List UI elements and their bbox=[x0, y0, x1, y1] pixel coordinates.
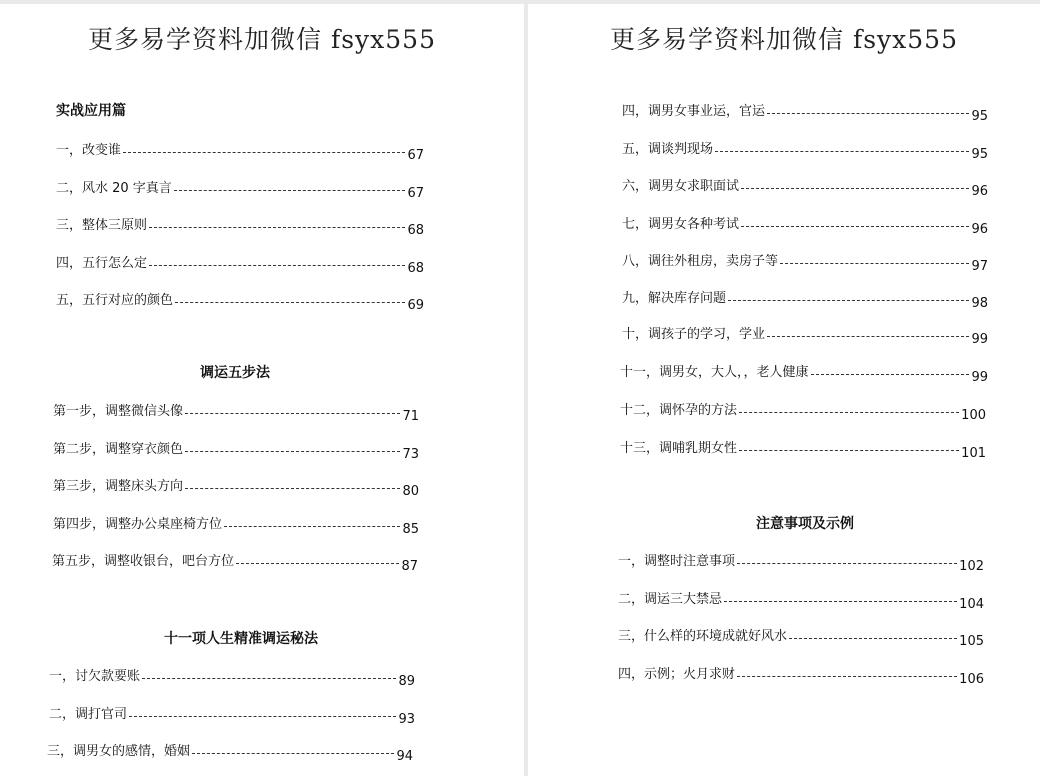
toc-entry[interactable] bbox=[56, 140, 424, 163]
toc-entry[interactable] bbox=[618, 589, 984, 612]
toc-entry[interactable] bbox=[618, 664, 984, 687]
dot-leader bbox=[185, 413, 400, 414]
toc-entry[interactable] bbox=[622, 288, 988, 311]
toc-entry[interactable] bbox=[618, 626, 984, 649]
toc-entry-page: 99 bbox=[971, 332, 988, 347]
dot-leader bbox=[739, 450, 959, 451]
toc-entry-label: 十一，调男女，大人，，老人健康 bbox=[620, 365, 809, 380]
toc-entry-label: 三，调男女的感情，婚姻 bbox=[47, 744, 191, 759]
dot-leader bbox=[728, 300, 969, 301]
dot-leader bbox=[224, 526, 400, 527]
toc-entry-label: 三，什么样的环境成就好风水 bbox=[618, 629, 788, 644]
toc-entry-page: 96 bbox=[971, 184, 988, 199]
toc-entry[interactable] bbox=[620, 362, 988, 385]
toc-entry-label: 二，调打官司 bbox=[49, 707, 128, 722]
toc-entry-page: 99 bbox=[971, 370, 988, 385]
toc-entry-label: 二，风水 20 字真言 bbox=[56, 181, 172, 196]
section-title: 实战应用篇 bbox=[56, 103, 126, 119]
toc-entry[interactable] bbox=[53, 439, 419, 462]
toc-entry[interactable] bbox=[56, 215, 424, 238]
toc-entry-label: 第四步，调整办公桌座椅方位 bbox=[53, 517, 223, 532]
toc-entry-page: 101 bbox=[961, 446, 986, 461]
toc-entry-label: 八，调往外租房，卖房子等 bbox=[622, 254, 779, 269]
toc-entry[interactable] bbox=[56, 290, 424, 313]
toc-entry-page: 68 bbox=[407, 223, 424, 238]
toc-entry-label: 二，调运三大禁忌 bbox=[618, 592, 723, 607]
section-title: 调运五步法 bbox=[200, 365, 270, 381]
dot-leader bbox=[185, 451, 400, 452]
toc-entry-page: 104 bbox=[959, 597, 984, 612]
section-title: 十一项人生精准调运秘法 bbox=[164, 631, 318, 647]
toc-entry[interactable] bbox=[622, 214, 988, 237]
dot-leader bbox=[142, 678, 396, 679]
toc-entry-label: 第二步，调整穿衣颜色 bbox=[53, 442, 184, 457]
dot-leader bbox=[811, 374, 970, 375]
toc-entry-page: 100 bbox=[961, 408, 986, 423]
toc-entry-label: 三，整体三原则 bbox=[56, 218, 148, 233]
toc-entry[interactable] bbox=[56, 178, 424, 201]
toc-entry-page: 87 bbox=[401, 559, 418, 574]
toc-entry[interactable] bbox=[622, 251, 988, 274]
toc-entry-page: 102 bbox=[959, 559, 984, 574]
toc-entry[interactable] bbox=[622, 324, 988, 347]
dot-leader bbox=[737, 676, 957, 677]
toc-entry-label: 四，示例；火月求财 bbox=[618, 667, 736, 682]
dot-leader bbox=[192, 753, 394, 754]
dot-leader bbox=[129, 716, 396, 717]
dot-leader bbox=[236, 563, 399, 564]
toc-entry-label: 十二，调怀孕的方法 bbox=[620, 403, 738, 418]
dot-leader bbox=[741, 188, 969, 189]
dot-leader bbox=[737, 563, 957, 564]
toc-entry-label: 五，调谈判现场 bbox=[622, 142, 714, 157]
toc-entry-page: 89 bbox=[398, 674, 415, 689]
section-title: 注意事项及示例 bbox=[756, 516, 854, 532]
toc-entry-label: 第三步，调整床头方向 bbox=[53, 479, 184, 494]
toc-entry-page: 94 bbox=[396, 749, 413, 764]
toc-entry-page: 93 bbox=[398, 712, 415, 727]
toc-entry-label: 十，调孩子的学习，学业 bbox=[622, 327, 766, 342]
toc-entry[interactable] bbox=[622, 176, 988, 199]
toc-entry-page: 95 bbox=[971, 147, 988, 162]
toc-entry-page: 67 bbox=[407, 186, 424, 201]
toc-entry-page: 67 bbox=[407, 148, 424, 163]
toc-entry[interactable] bbox=[49, 704, 415, 727]
toc-entry-page: 71 bbox=[402, 409, 419, 424]
toc-entry-label: 九，解决库存问题 bbox=[622, 291, 727, 306]
toc-entry[interactable] bbox=[49, 666, 415, 689]
page-header: 更多易学资料加微信 fsyx555 bbox=[610, 25, 958, 54]
toc-entry-page: 73 bbox=[402, 447, 419, 462]
dot-leader bbox=[789, 638, 957, 639]
toc-entry-page: 98 bbox=[971, 296, 988, 311]
dot-leader bbox=[175, 302, 405, 303]
dot-leader bbox=[767, 113, 969, 114]
dot-leader bbox=[780, 263, 969, 264]
page-header: 更多易学资料加微信 fsyx555 bbox=[88, 25, 436, 54]
toc-entry[interactable] bbox=[618, 551, 984, 574]
dot-leader bbox=[724, 601, 957, 602]
toc-entry[interactable] bbox=[53, 514, 419, 537]
toc-entry-page: 69 bbox=[407, 298, 424, 313]
toc-entry[interactable] bbox=[53, 476, 419, 499]
toc-entry-page: 106 bbox=[959, 672, 984, 687]
toc-entry[interactable] bbox=[56, 253, 424, 276]
toc-entry-label: 第五步，调整收银台，吧台方位 bbox=[52, 554, 235, 569]
dot-leader bbox=[715, 151, 969, 152]
toc-entry[interactable] bbox=[620, 438, 986, 461]
left-page bbox=[0, 4, 524, 776]
toc-entry-label: 一，改变谁 bbox=[56, 143, 122, 158]
dot-leader bbox=[741, 226, 969, 227]
toc-entry[interactable] bbox=[622, 101, 988, 124]
toc-entry-page: 80 bbox=[402, 484, 419, 499]
dot-leader bbox=[174, 190, 406, 191]
toc-entry-page: 97 bbox=[971, 259, 988, 274]
dot-leader bbox=[185, 488, 400, 489]
toc-entry[interactable] bbox=[622, 139, 988, 162]
dot-leader bbox=[123, 152, 405, 153]
dot-leader bbox=[767, 336, 969, 337]
toc-entry-label: 四，调男女事业运，官运 bbox=[622, 104, 766, 119]
toc-entry-label: 一，讨欠款要账 bbox=[49, 669, 141, 684]
right-page bbox=[528, 4, 1040, 776]
toc-entry-label: 五，五行对应的颜色 bbox=[56, 293, 174, 308]
toc-entry-label: 一，调整时注意事项 bbox=[618, 554, 736, 569]
toc-entry-page: 105 bbox=[959, 634, 984, 649]
toc-entry[interactable] bbox=[53, 401, 419, 424]
toc-entry-label: 第一步，调整微信头像 bbox=[53, 404, 184, 419]
toc-entry-page: 95 bbox=[971, 109, 988, 124]
toc-entry-page: 68 bbox=[407, 261, 424, 276]
toc-entry-label: 十三，调哺乳期女性 bbox=[620, 441, 738, 456]
dot-leader bbox=[739, 412, 959, 413]
toc-entry[interactable] bbox=[47, 741, 413, 764]
toc-entry-label: 七，调男女各种考试 bbox=[622, 217, 740, 232]
toc-entry[interactable] bbox=[52, 551, 418, 574]
toc-entry-label: 四，五行怎么定 bbox=[56, 256, 148, 271]
toc-entry-page: 85 bbox=[402, 522, 419, 537]
dot-leader bbox=[149, 265, 405, 266]
toc-entry[interactable] bbox=[620, 400, 986, 423]
dot-leader bbox=[149, 227, 405, 228]
toc-entry-page: 96 bbox=[971, 222, 988, 237]
toc-entry-label: 六，调男女求职面试 bbox=[622, 179, 740, 194]
